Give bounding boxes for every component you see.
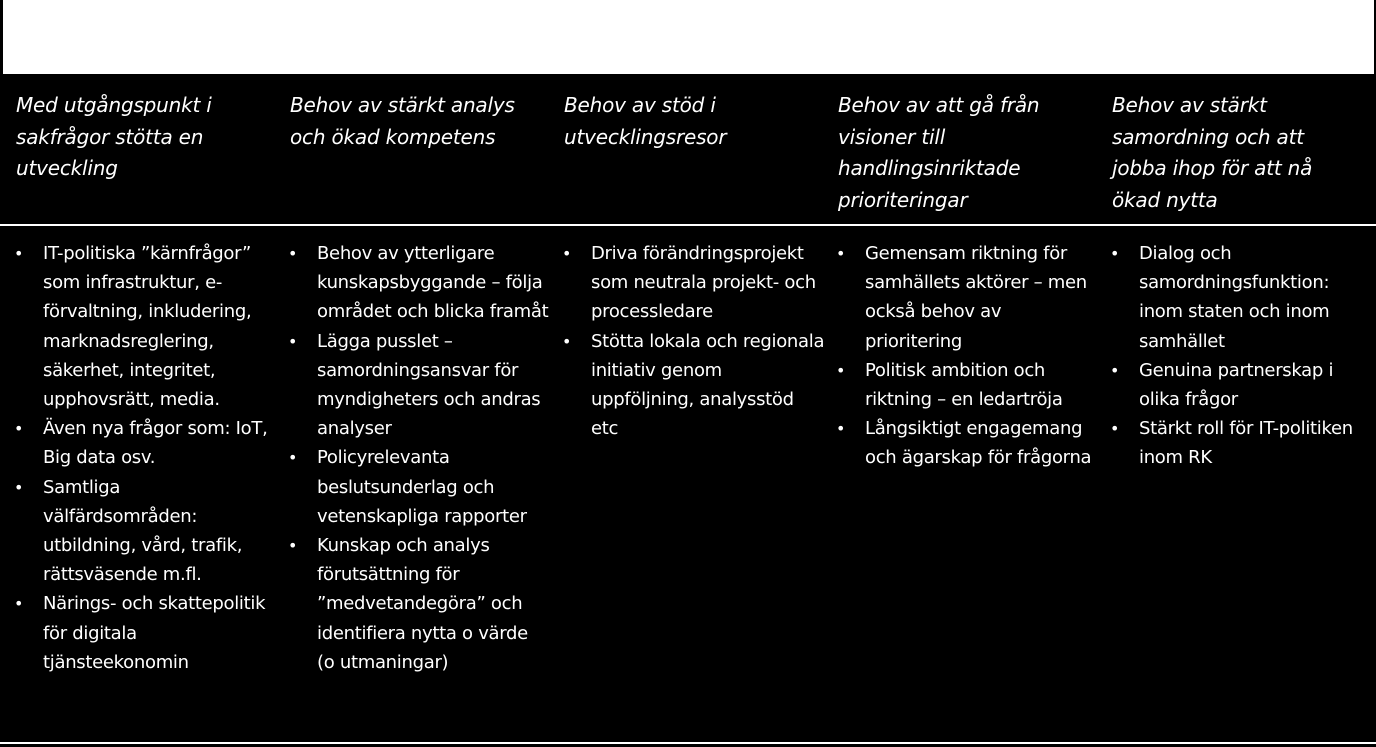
list-item: • Närings- och skattepolitik för digitala tjänsteekonomin: [12, 589, 274, 677]
list-item: • Dialog och samordningsfunktion: inom staten och inom samhället: [1108, 239, 1368, 356]
bullet-icon: •: [836, 360, 846, 380]
bullet-icon: •: [14, 419, 24, 439]
list-item: • Stötta lokala och regionala initiativ genom uppföljning, analysstöd etc: [560, 327, 826, 444]
bullet-icon: •: [836, 419, 846, 439]
header-divider: [0, 224, 1376, 226]
bullet-icon: •: [1110, 360, 1120, 380]
bullet-list-1: [12, 239, 274, 677]
column-header: Behov av stärkt samordning och att jobba ihop för att nå ökad nytta: [1112, 93, 1313, 212]
list-item: • Kunskap och analys förutsättning för ”medvetandegöra” och identifiera nytta o värde (o utmaningar): [286, 531, 550, 677]
list-item: • Behov av ytterligare kunskapsbyggande – följa området och blicka framåt: [286, 239, 550, 327]
bullet-icon: •: [14, 594, 24, 614]
list-item: • Driva förändringsprojekt som neutrala projekt- och processledare: [560, 239, 826, 327]
bullet-icon: •: [288, 448, 298, 468]
list-item: • Samtliga välfärdsområden: utbildning, vård, trafik, rättsväsende m.fl.: [12, 473, 274, 590]
bullet-icon: •: [562, 244, 572, 263]
list-item: • Genuina partnerskap i olika frågor: [1108, 356, 1368, 414]
bullet-icon: •: [1110, 419, 1120, 439]
bullet-icon: •: [14, 477, 24, 497]
bullet-icon: •: [836, 244, 846, 263]
bullet-list-5: [1108, 239, 1368, 473]
bullet-list-3: [560, 239, 826, 443]
list-item: • Stärkt roll för IT-politiken inom RK: [1108, 414, 1368, 472]
list-item: • Lägga pusslet – samordningsansvar för myndigheters och andras analyser: [286, 327, 550, 444]
column-header: Behov av att gå från visioner till handlingsinriktade prioriteringar: [838, 93, 1040, 212]
bullet-icon: •: [14, 244, 24, 263]
column-header: Behov av stärkt analys och ökad kompetens: [290, 93, 515, 149]
column-header: Behov av stöd i utvecklingsresor: [564, 93, 727, 149]
bullet-list-2: [286, 239, 550, 677]
bullet-icon: •: [562, 331, 572, 351]
list-item: • Även nya frågor som: IoT, Big data osv.: [12, 414, 274, 472]
bullet-icon: •: [1110, 244, 1120, 263]
title-box: [3, 0, 1374, 74]
list-item: • IT-politiska ”kärnfrågor” som infrastruktur, e-förvaltning, inkludering, marknadsreglering, säkerhet, integritet, upphovsrätt, media.: [12, 239, 274, 414]
list-item: • Politisk ambition och riktning – en ledartröja: [834, 356, 1098, 414]
bullet-icon: •: [288, 536, 298, 556]
bullet-list-4: [834, 239, 1098, 473]
list-item: • Långsiktigt engagemang och ägarskap för frågorna: [834, 414, 1098, 472]
bottom-divider: [0, 742, 1376, 744]
list-item: • Policyrelevanta beslutsunderlag och vetenskapliga rapporter: [286, 443, 550, 531]
bullet-icon: •: [288, 331, 298, 351]
list-item: • Gemensam riktning för samhällets aktörer – men också behov av prioritering: [834, 239, 1098, 356]
column-header: Med utgångspunkt i sakfrågor stötta en utveckling: [16, 93, 212, 180]
bullet-icon: •: [288, 244, 298, 263]
